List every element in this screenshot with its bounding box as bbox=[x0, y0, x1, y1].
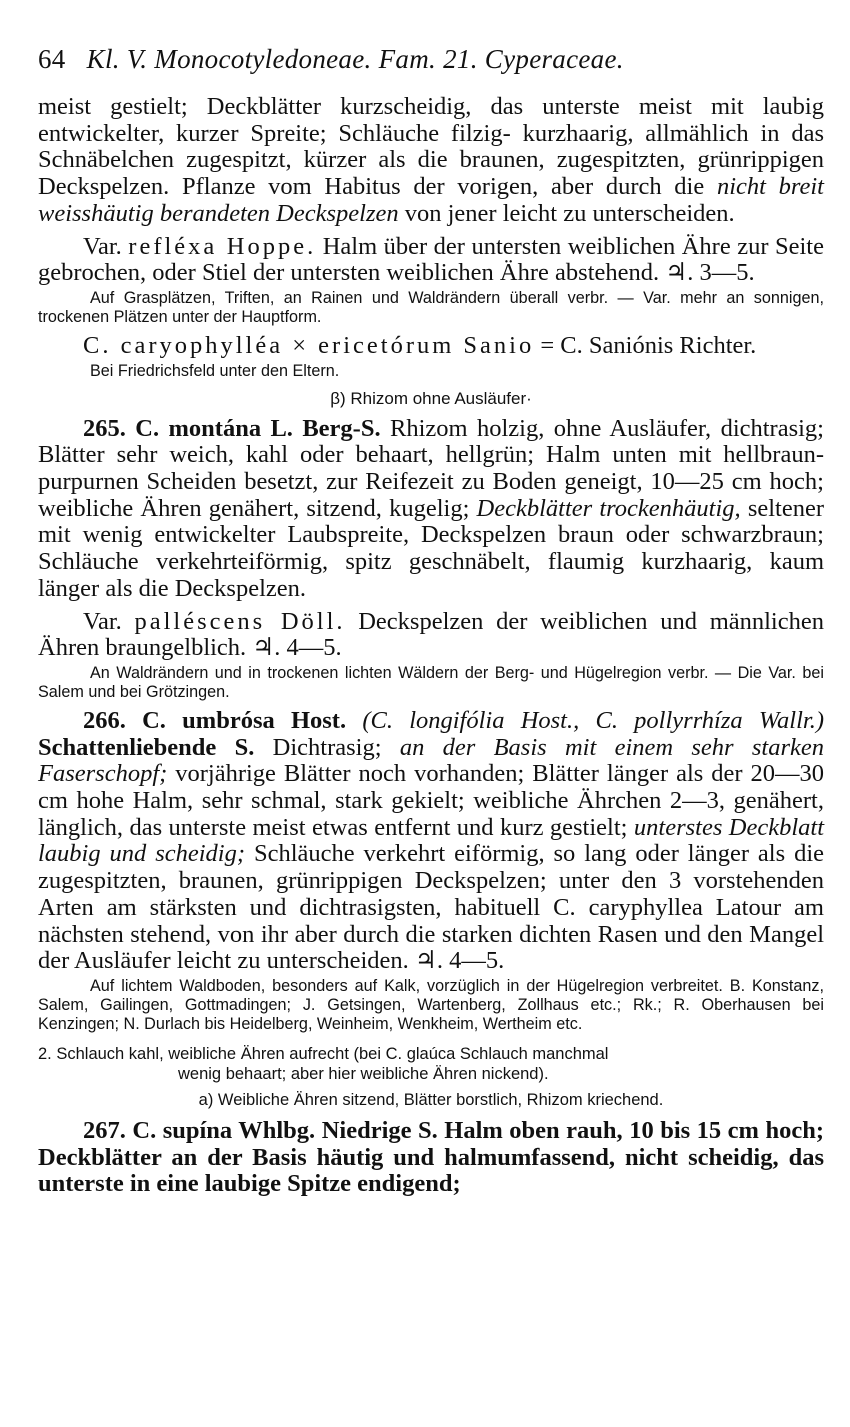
italic-phrase: unterstes Deckblatt laubig und scheidig; bbox=[38, 813, 825, 868]
species-name: 267. C. supína Whlbg. bbox=[83, 1116, 316, 1144]
key-step-2: 2. Schlauch kahl, weibliche Ähren aufrecht (bei C. glaúca Schlauch manchmal wenig behaart; aber hier weibliche Ähren nickend). bbox=[38, 1044, 609, 1083]
species-267-block bbox=[38, 1118, 824, 1198]
species-267: 267. C. supína Whlbg. Niedrige S. Halm oben rauh, 10 bis 15 cm hoch; Deckblätter an der Basis häutig und halmumfassend, nicht scheidig, das unterste in eine laubige Spitze endigend; bbox=[38, 1116, 825, 1198]
species-name: 265. C. montána L. Berg-S. bbox=[83, 414, 381, 442]
paragraph-continuation: meist gestielt; Deckblätter kurzscheidig, das unterste meist mit laubig entwickelter, kurzer Spreite; Schläuche filzig- kurzhaarig, allmählich in das Schnäbelchen zugespitzt, kürzer als die braunen, zugespitzten, grünrippigen Deckspelzen. Pflanze vom Habitus der vorigen, aber durch die nicht breit weisshäutig berandeten Deckspelzen von jener leicht zu unterscheiden. bbox=[38, 93, 824, 227]
variety-reflexa: Var. refléxa Hoppe. Halm über der untersten weiblichen Ähre zur Seite gebrochen, oder Stiel der untersten weiblichen Ähre abstehend. ♃. 3—5. bbox=[38, 232, 824, 287]
italic-phrase: an der Basis mit einem sehr starken Faserschopf; bbox=[38, 733, 824, 788]
species-265: 265. C. montána L. Berg-S. Rhizom holzig, ohne Ausläufer, dichtrasig; Blätter sehr weich, kahl oder behaart, hellgrün; Halm unten mit hellbraun-purpurnen Scheiden besetzt, zur Reifezeit zu Boden geneigt, 10—25 cm hoch; weibliche Ähren genähert, sitzend, kugelig; Deckblätter trockenhäutig, seltener mit wenig entwickelter Laubspreite, Deckspelzen braun oder schwarzbraun; Schläuche verkehrteiförmig, spitz geschnäbelt, flaumig kurzhaarig, kaum länger als die Deckspelzen. bbox=[38, 414, 824, 602]
variety-pallescens: Var. palléscens Döll. Deckspelzen der weiblichen und männlichen Ähren braungelblich. ♃. 4—5. bbox=[38, 607, 824, 662]
habitat-note: An Waldrändern und in trockenen lichten Wäldern der Berg- und Hügelregion verbr. — Die Var. bei Salem und bei Grötzingen. bbox=[38, 663, 824, 701]
section-heading-beta: β) Rhizom ohne Ausläufer· bbox=[330, 388, 532, 408]
variety-name: refléxa Hoppe. bbox=[128, 232, 317, 260]
common-name: Schattenliebende S. bbox=[38, 733, 255, 761]
common-name: Niedrige S. bbox=[315, 1116, 438, 1144]
italic-phrase: Deckblätter trockenhäutig, bbox=[476, 494, 741, 522]
running-title: Kl. V. Monocotyledoneae. Fam. 21. Cyperaceae. bbox=[86, 44, 624, 74]
running-header bbox=[38, 42, 824, 76]
distribution-note: Auf lichtem Waldboden, besonders auf Kalk, vorzüglich in der Hügelregion verbreitet. B. Konstanz, Salem, Gailingen, Gottmadingen; J. Getsingen, Wartenberg, Zollhaus etc.; Rk.; R. Oberhausen bei Kenzingen; N. Durlach bis Heidelberg, Weinheim, Wenkheim, Wertheim etc. bbox=[38, 976, 824, 1033]
hybrid-entry: C. caryophylléa × ericetórum Sanio = C. Saniónis Richter. bbox=[83, 331, 757, 359]
variety-name: palléscens Döll. bbox=[134, 607, 346, 635]
hybrid-name: C. caryophylléa × ericetórum Sanio bbox=[83, 331, 535, 359]
hybrid-note: Bei Friedrichsfeld unter den Eltern. bbox=[90, 361, 340, 380]
species-name: 266. C. umbrósa Host. bbox=[83, 706, 347, 734]
italic-phrase: nicht breit weisshäutig berandeten Deckspelzen bbox=[38, 173, 824, 227]
key-step-a: a) Weibliche Ähren sitzend, Blätter borstlich, Rhizom kriechend. bbox=[198, 1090, 664, 1109]
book-page bbox=[38, 42, 824, 1198]
synonyms: (C. longifólia Host., C. pollyrrhíza Wallr.) bbox=[346, 706, 824, 734]
page-number: 64 bbox=[38, 44, 66, 74]
species-266: 266. C. umbrósa Host. (C. longifólia Host., C. pollyrrhíza Wallr.) Schattenliebende S. Dichtrasig; an der Basis mit einem sehr starken Faserschopf; vorjährige Blätter noch vorhanden; Blätter länger als der 20—30 cm hohe Halm, sehr schmal, stark gekielt; weibliche Ährchen 2—3, genähert, länglich, das unterste meist etwas entfernt und kurz gestielt; unterstes Deckblatt laubig und scheidig; Schläuche verkehrt eiförmig, so lang oder länger als die zugespitzten, braunen, grünrippigen Deckspelzen; unter den 3 vorstehenden Arten am stärksten und dichtrasigsten, habituell C. caryphyllea Latour am nächsten stehend, von ihr aber durch die starken dichten Rasen und den Mangel der Ausläufer leicht zu unterscheiden. ♃. 4—5. bbox=[38, 706, 825, 975]
habitat-note: Auf Grasplätzen, Triften, an Rainen und Waldrändern überall verbr. — Var. mehr an sonnigen, trockenen Plätzen unter der Hauptform. bbox=[38, 288, 824, 326]
